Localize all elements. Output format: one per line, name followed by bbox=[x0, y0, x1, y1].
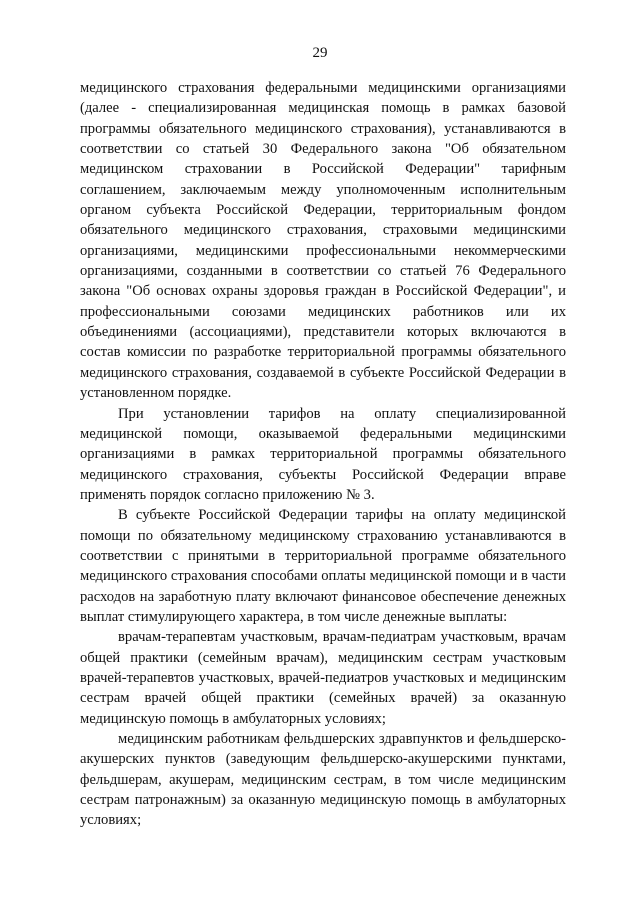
list-item-feldsher-staff: медицинским работникам фельдшерских здравпунктов и фельдшерско-акушерских пунктов (заведующим фельдшерско-акушерскими пунктами, фельдшерам, акушерам, медицинским сестрам, в том числе медицинским сестрам патронажным) за оказанную медицинскую помощь в амбулаторных условиях; bbox=[80, 731, 566, 829]
paragraph-continuation: медицинского страхования федеральными медицинскими организациями (далее - специализированная медицинская помощь в рамках базовой программы обязательного медицинского страхования), устанавливаются в соответствии со статьей 30 Федерального закона "Об обязательном медицинском страховании в Российской Федерации" тарифным соглашением, заключаемым между уполномоченным исполнительным органом субъекта Российской Федерации, территориальным фондом обязательного медицинского страхования, страховыми медицинскими организациями, медицинскими профессиональными некоммерческими организациями, созданными в соответствии со статьей 76 Федерального закона "Об основах охраны здоровья граждан в Российской Федерации", и профессиональными союзами медицинских работников или их объединениями (ассоциациями), представители которых включаются в состав комиссии по разработке территориальной программы обязательного медицинского страхования, создаваемой в субъекте Российской Федерации в установленном порядке. bbox=[80, 80, 566, 402]
page-number: 29 bbox=[312, 45, 328, 61]
list-item-district-physicians: врачам-терапевтам участковым, врачам-педиатрам участковым, врачам общей практики (семейным врачам), медицинским сестрам участковым врачей-терапевтов участковых, врачей-педиатров участковых и медицинским сестрам врачей общей практики (семейных врачей) за оказанную медицинскую помощь в амбулаторных условиях; bbox=[80, 629, 566, 727]
paragraph-tariffs-subject: В субъекте Российской Федерации тарифы на оплату медицинской помощи по обязательному медицинскому страхованию устанавливаются в соответствии с принятыми в территориальной программе обязательного медицинского страхования способами оплаты медицинской помощи и в части расходов на заработную плату включают финансовое обеспечение денежных выплат стимулирующего характера, в том числе денежные выплаты: bbox=[80, 507, 566, 625]
document-body bbox=[80, 78, 566, 831]
paragraph-tariffs-federal: При установлении тарифов на оплату специализированной медицинской помощи, оказываемой федеральными медицинскими организациями в рамках территориальной программы обязательного медицинского страхования, субъекты Российской Федерации вправе применять порядок согласно приложению № 3. bbox=[80, 405, 566, 503]
